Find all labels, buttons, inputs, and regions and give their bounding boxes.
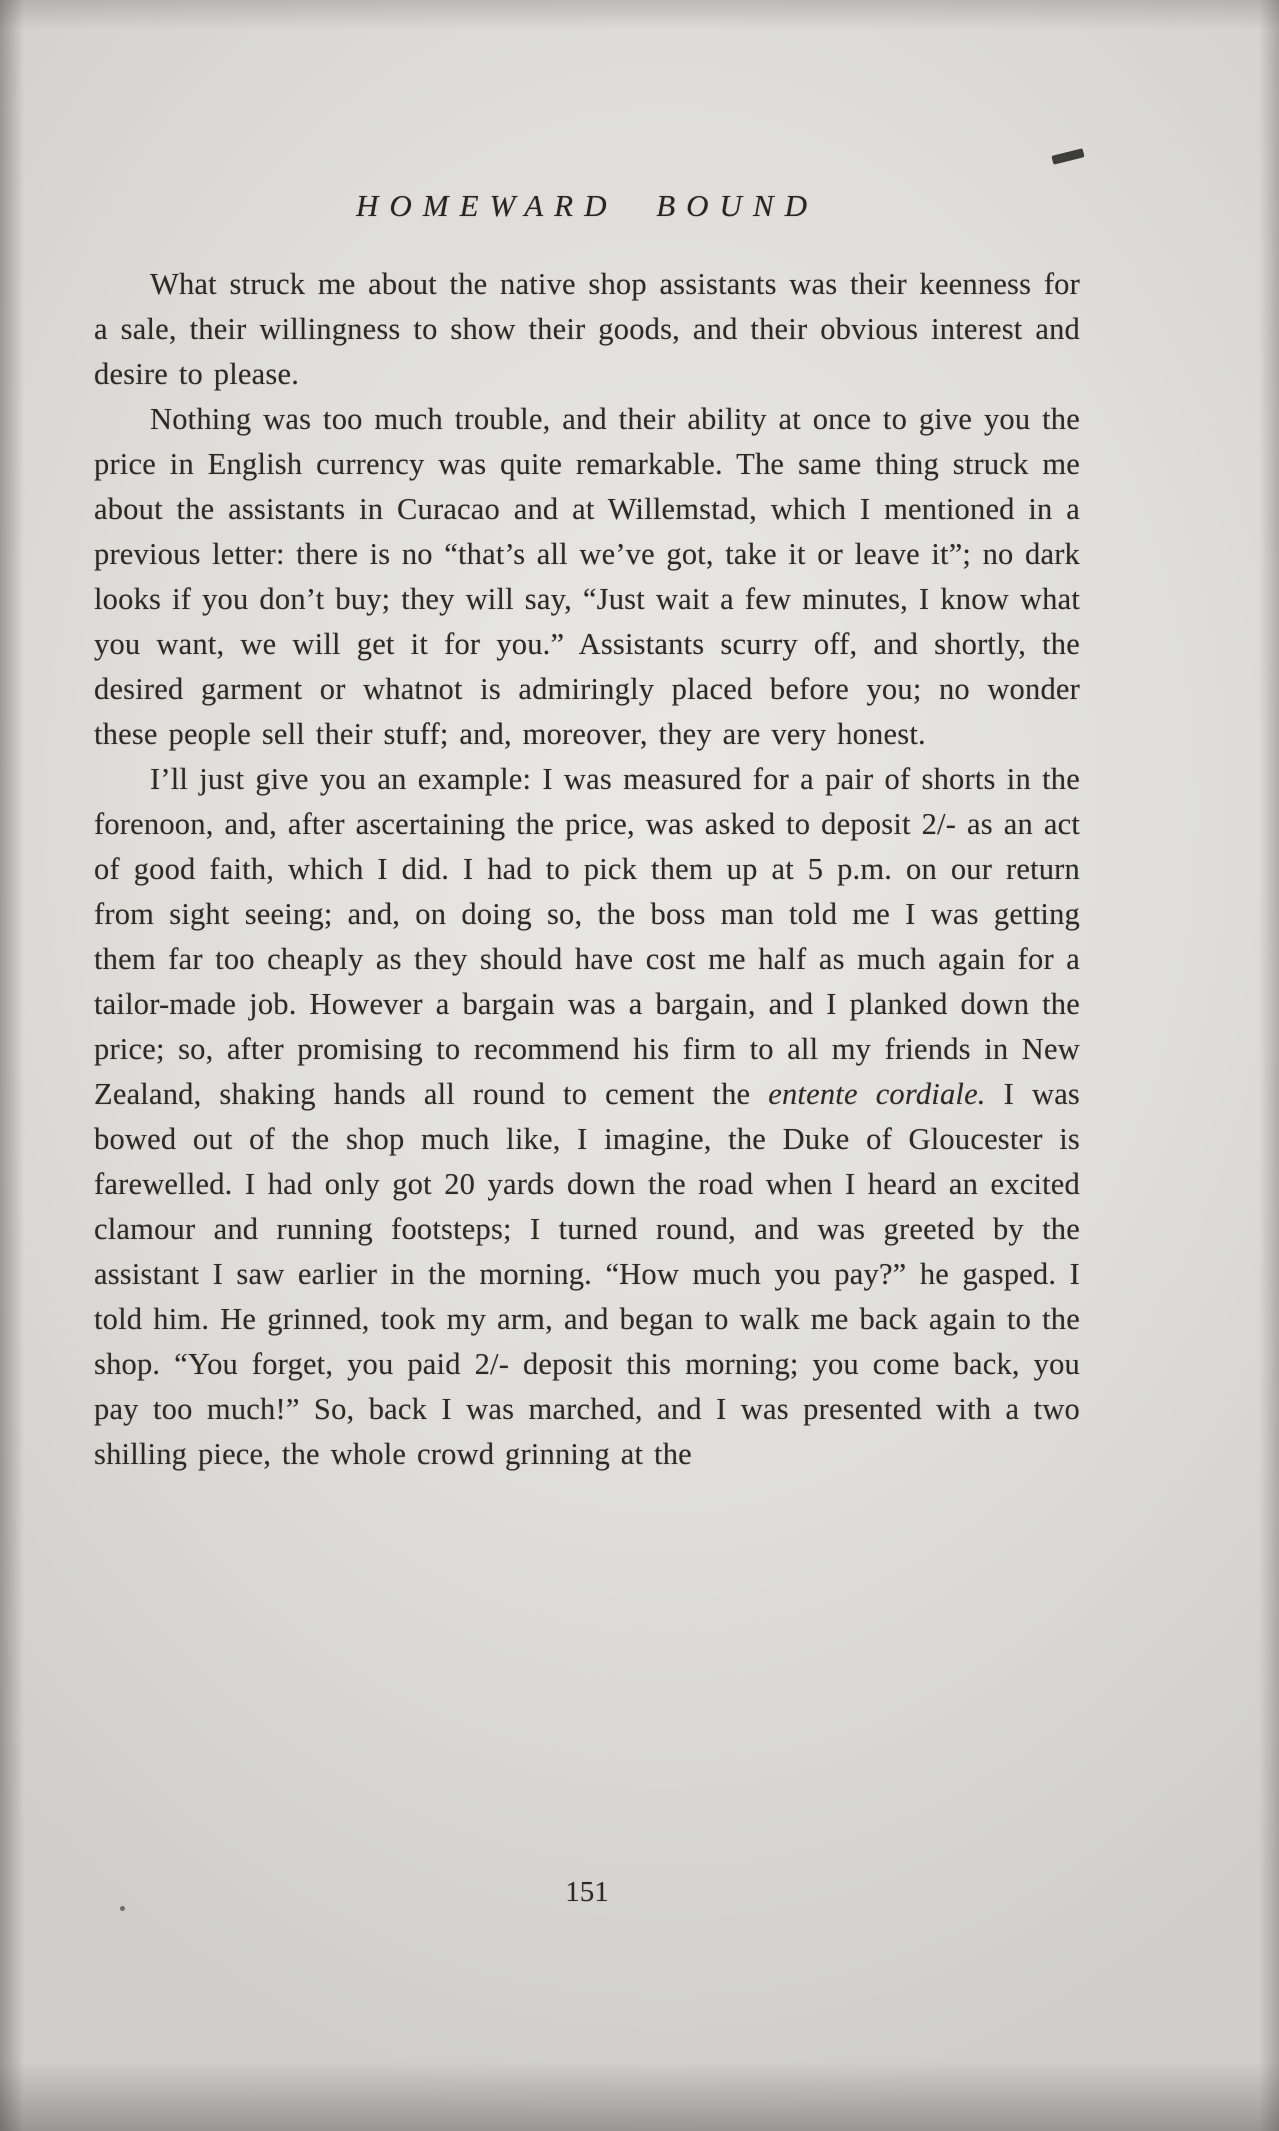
text-segment: Nothing was too much trouble, and their ability at once to give you the price in English currency was quite remarkable. The same thing struck me about the assistants in Curacao and at Willemstad, which I mentioned in a previous letter: there is no “that’s all we’ve got, take it or leave it”; no dark looks if you don’t buy; they will say, “Just wait a few minutes, I know what you want, we will get it for you.” Assistants scurry off, and shortly, the desired garment or whatnot is admiringly placed before you; no wonder these people sell their stuff; and, moreover, they are very honest. (94, 402, 1080, 751)
ink-dot-icon (120, 1906, 125, 1911)
page-title: HOMEWARD BOUND (356, 188, 818, 223)
page-number: 151 (565, 1876, 609, 1908)
body-text (94, 262, 1080, 1477)
text-segment: What struck me about the native shop assistants was their keenness for a sale, their willingness to show their goods, and their obvious interest and desire to please. (94, 267, 1080, 391)
text-segment: I’ll just give you an example: I was measured for a pair of shorts in the forenoon, and, after ascertaining the price, was asked to deposit 2/- as an act of good faith, which I did. I had to pick them up at 5 p.m. on our return from sight seeing; and, on doing so, the boss man told me I was getting them far too cheaply as they should have cost me half as much again for a tailor-made job. However a bargain was a bargain, and I planked down the price; so, after promising to recommend his firm to all my friends in New Zealand, shaking hands all round to cement the (94, 762, 1080, 1111)
paragraph (94, 757, 1080, 1477)
text-segment: I was bowed out of the shop much like, I imagine, the Duke of Gloucester is farewelled. I had only got 20 yards down the road when I heard an excited clamour and running footsteps; I turned round, and was greeted by the assistant I saw earlier in the morning. “How much you pay?” he gasped. I told him. He grinned, took my arm, and began to walk me back again to the shop. “You forget, you paid 2/- deposit this morning; you come back, you pay too much!” So, back I was marched, and I was presented with a two shilling piece, the whole crowd grinning at the (94, 1077, 1080, 1471)
paragraph (94, 262, 1080, 397)
paragraph (94, 397, 1080, 757)
italic-text: entente cordiale. (768, 1077, 986, 1111)
ink-smudge-icon (1051, 148, 1084, 164)
